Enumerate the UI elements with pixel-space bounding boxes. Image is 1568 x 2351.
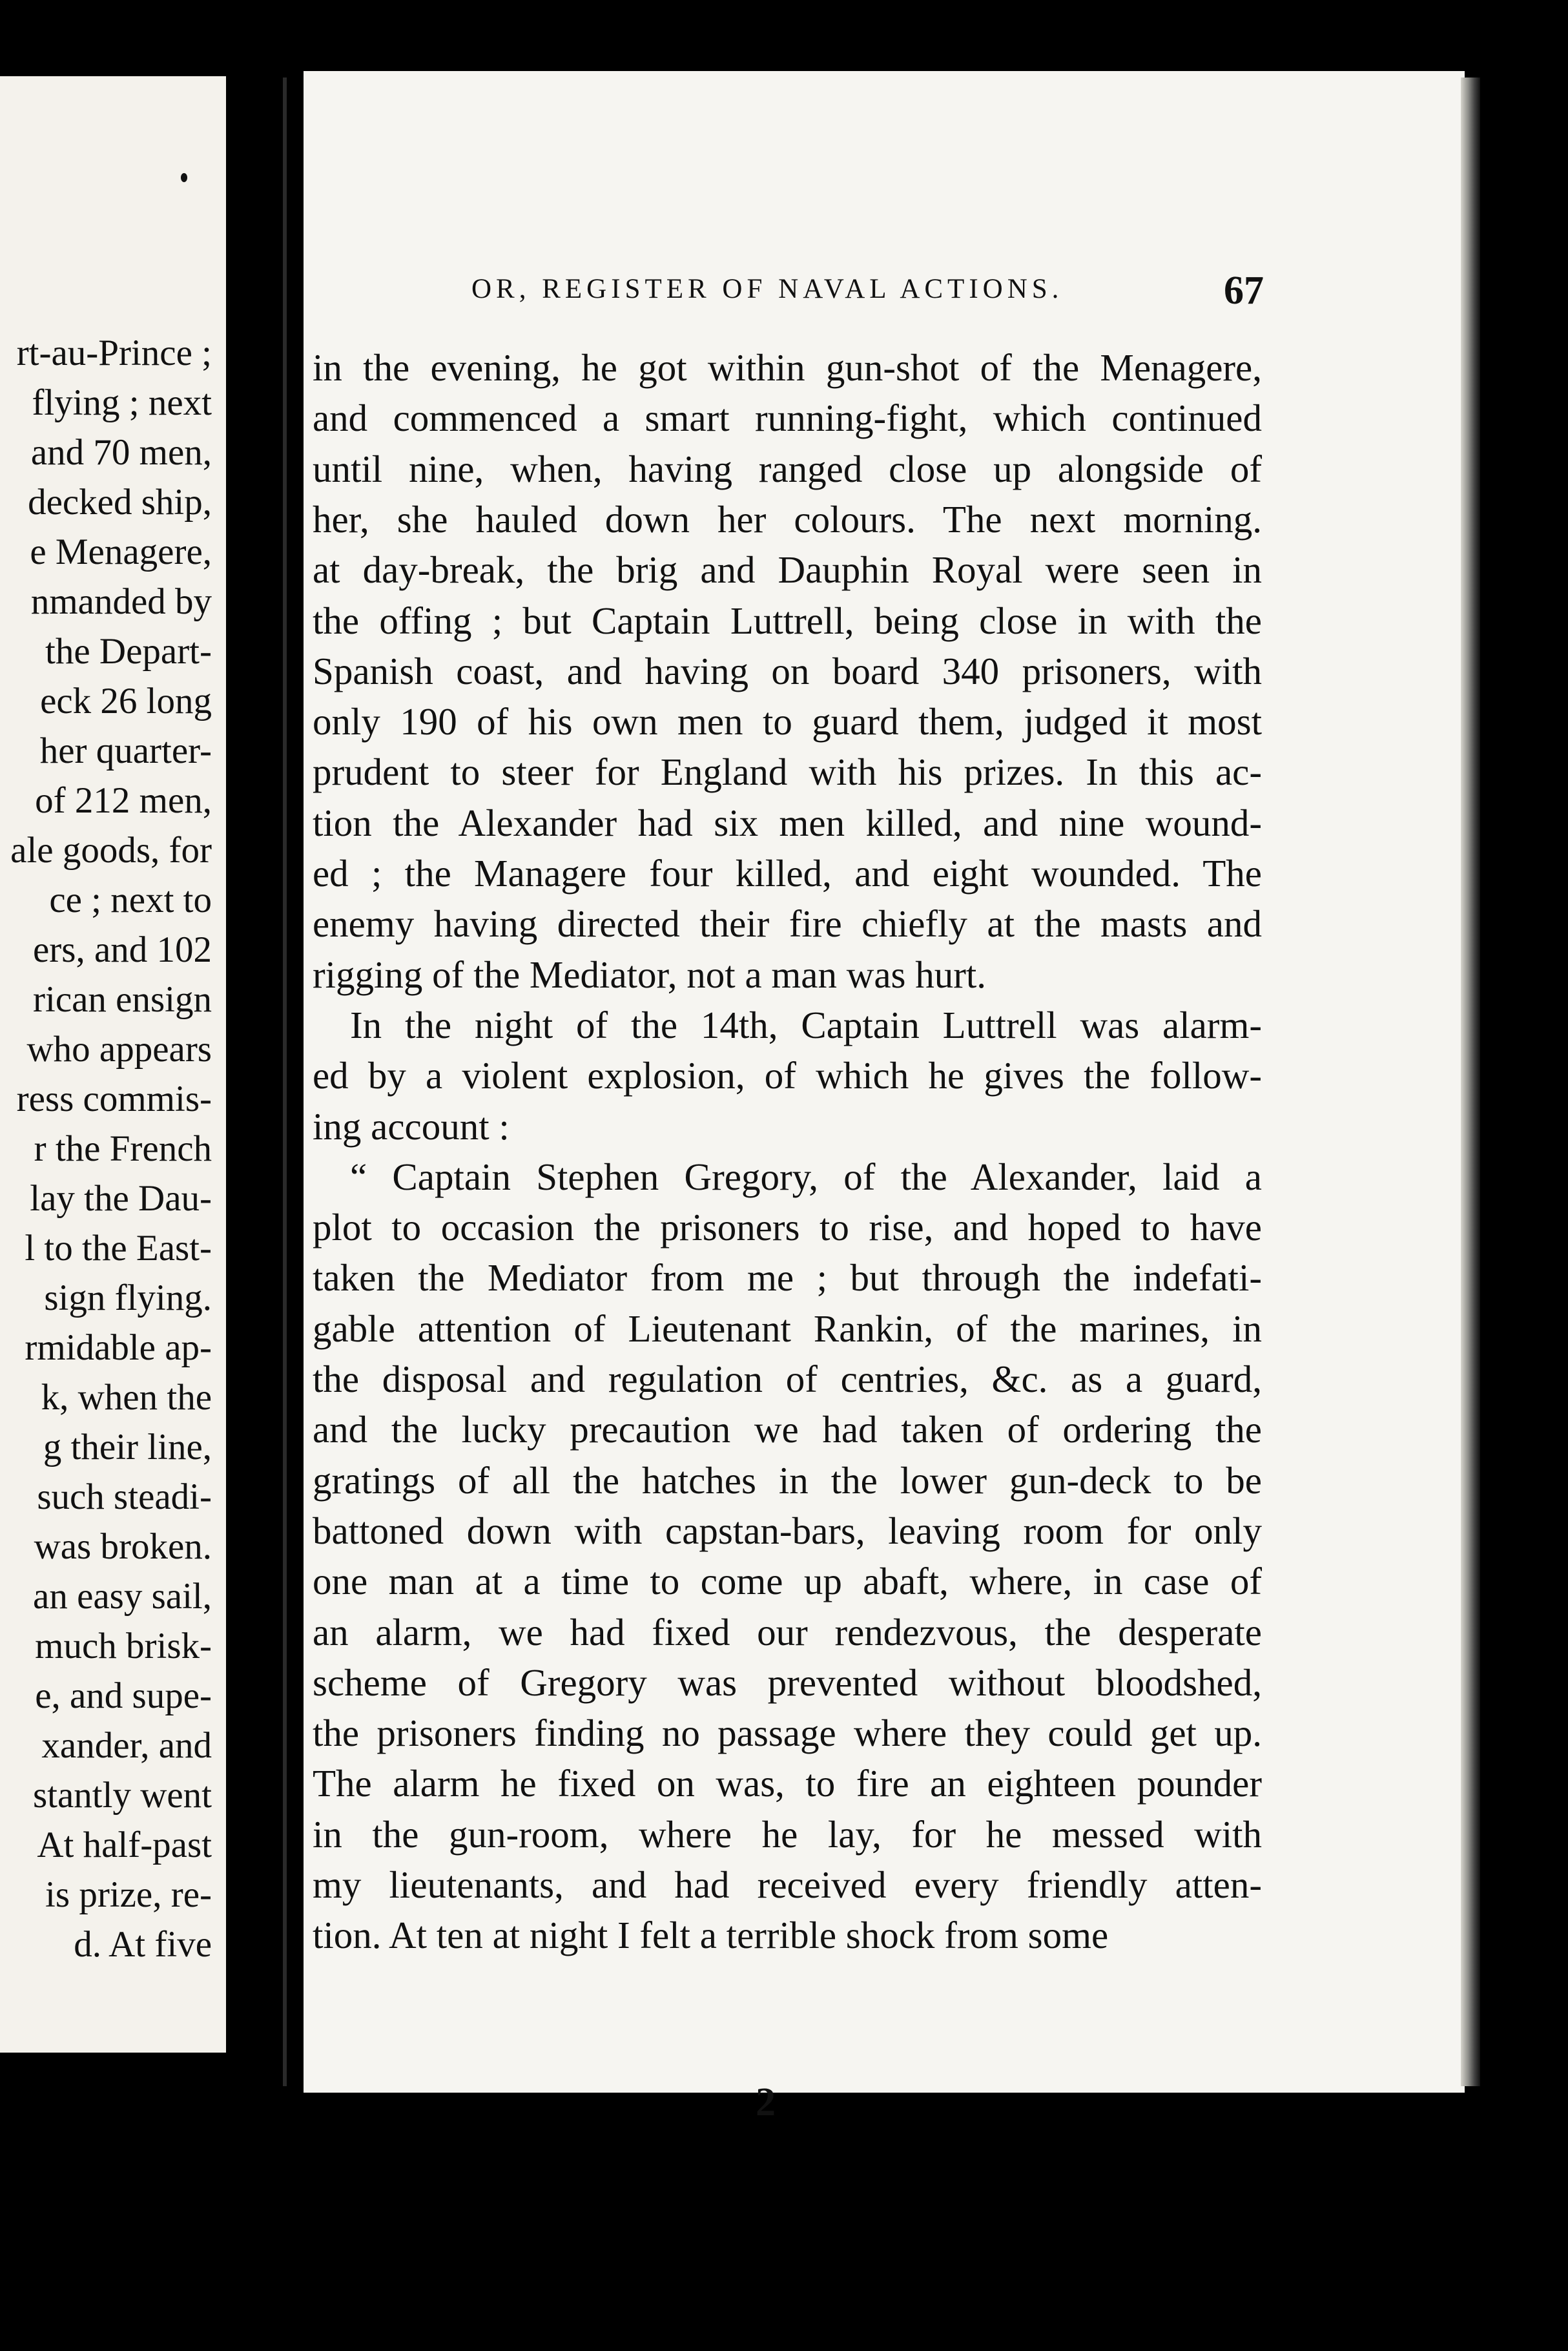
left-page-line: flying ; next: [32, 382, 212, 423]
text-line: “ Captain Stephen Gregory, of the Alexander, laid a: [350, 1155, 1262, 1198]
left-page-line: g their line,: [43, 1427, 212, 1467]
text-line: the prisoners finding no passage where they could get up.: [313, 1712, 1262, 1755]
page-number: 67: [1224, 269, 1264, 313]
text-line: In the night of the 14th, Captain Luttrell was alarm-: [350, 1003, 1262, 1046]
left-page-line: and 70 men,: [30, 432, 212, 473]
text-line: plot to occasion the prisoners to rise, and hoped to have: [313, 1206, 1262, 1249]
left-page-line: d. At five: [74, 1924, 212, 1965]
left-page-line: lay the Dau-: [30, 1178, 212, 1219]
text-line: scheme of Gregory was prevented without bloodshed,: [313, 1661, 1262, 1704]
text-line: ed ; the Managere four killed, and eight wounded. The: [313, 852, 1262, 895]
text-line: tion the Alexander had six men killed, and nine wound-: [313, 801, 1262, 844]
left-page-line: much brisk-: [35, 1626, 212, 1666]
left-page-line: was broken.: [34, 1526, 212, 1567]
gutter: [283, 78, 287, 2086]
signature-mark: 2: [756, 2080, 776, 2124]
left-page-line: sign flying.: [44, 1278, 212, 1318]
left-page-line: ress commis-: [16, 1079, 212, 1119]
left-page-line: nmanded by: [30, 581, 212, 622]
left-page-line: rmidable ap-: [25, 1327, 212, 1368]
text-line: an alarm, we had fixed our rendezvous, the desperate: [313, 1610, 1262, 1653]
text-line: enemy having directed their fire chiefly at the masts and: [313, 902, 1262, 946]
left-page-line: xander, and: [41, 1725, 212, 1766]
text-line: gratings of all the hatches in the lower gun-deck to be: [313, 1458, 1262, 1502]
text-line: in the gun-room, where he lay, for he messed with: [313, 1812, 1262, 1856]
left-page-line: who appears: [26, 1029, 212, 1070]
text-line: and commenced a smart running-fight, which continued: [313, 397, 1262, 440]
running-head: OR, REGISTER OF NAVAL ACTIONS.: [471, 274, 1064, 304]
left-page-line: rican ensign: [33, 979, 212, 1020]
text-line: only 190 of his own men to guard them, judged it most: [313, 700, 1262, 743]
left-page-line: e, and supe-: [35, 1675, 212, 1716]
text-line: ed by a violent explosion, of which he gives the follow-: [313, 1054, 1262, 1097]
left-page-line: an easy sail,: [33, 1576, 212, 1617]
text-line: The alarm he fixed on was, to fire an eighteen pounder: [313, 1762, 1262, 1805]
left-page-line: At half-past: [37, 1825, 212, 1865]
left-page-line: stantly went: [32, 1775, 212, 1816]
text-line: until nine, when, having ranged close up alongside of: [313, 447, 1262, 490]
text-line: Spanish coast, and having on board 340 prisoners, with: [313, 649, 1262, 692]
text-line: tion. At ten at night I felt a terrible shock from some: [313, 1914, 1109, 1957]
text-line: one man at a time to come up abaft, where, in case of: [313, 1560, 1262, 1603]
left-page-line: rt-au-Prince ;: [16, 333, 212, 373]
right-page: [304, 71, 1465, 2124]
left-page-line: is prize, re-: [45, 1874, 212, 1915]
text-line: at day-break, the brig and Dauphin Royal were seen in: [313, 548, 1262, 592]
left-page-line: the Depart-: [45, 631, 212, 672]
left-page-fragment: [0, 76, 226, 2053]
left-page-line: ale goods, for: [10, 830, 212, 871]
text-line: prudent to steer for England with his prizes. In this ac-: [313, 751, 1262, 794]
text-line: gable attention of Lieutenant Rankin, of the marines, in: [313, 1307, 1262, 1350]
left-page-line: such steadi-: [37, 1476, 212, 1517]
left-page-line: k, when the: [41, 1377, 212, 1418]
text-line: her, she hauled down her colours. The next morning.: [313, 497, 1262, 541]
text-line: rigging of the Mediator, not a man was hurt.: [313, 953, 987, 996]
text-line: in the evening, he got within gun-shot of the Menagere,: [313, 346, 1262, 389]
left-page-line: ce ; next to: [49, 880, 212, 920]
left-page-line: l to the East-: [25, 1228, 212, 1269]
left-page-line: r the French: [34, 1128, 212, 1169]
text-line: my lieutenants, and had received every friendly atten-: [313, 1863, 1262, 1906]
left-page-line: decked ship,: [28, 482, 212, 523]
left-page-line: e Menagere,: [30, 532, 212, 572]
text-line: taken the Mediator from me ; but through the indefati-: [313, 1256, 1262, 1300]
body-text: [304, 71, 1465, 2093]
text-line: the disposal and regulation of centries, &c. as a guard,: [313, 1358, 1262, 1400]
left-page-line: her quarter-: [39, 730, 212, 771]
text-line: and the lucky precaution we had taken of ordering the: [313, 1408, 1262, 1451]
ink-dot: [181, 173, 187, 182]
page-edge-shadow: [1461, 78, 1480, 2086]
text-line: battoned down with capstan-bars, leaving room for only: [313, 1509, 1262, 1552]
left-page-line: of 212 men,: [35, 780, 212, 821]
text-line: the offing ; but Captain Luttrell, being close in with the: [313, 599, 1262, 642]
left-page-line: eck 26 long: [40, 681, 212, 721]
left-page-line: ers, and 102: [32, 929, 212, 970]
text-line: ing account :: [313, 1104, 510, 1148]
